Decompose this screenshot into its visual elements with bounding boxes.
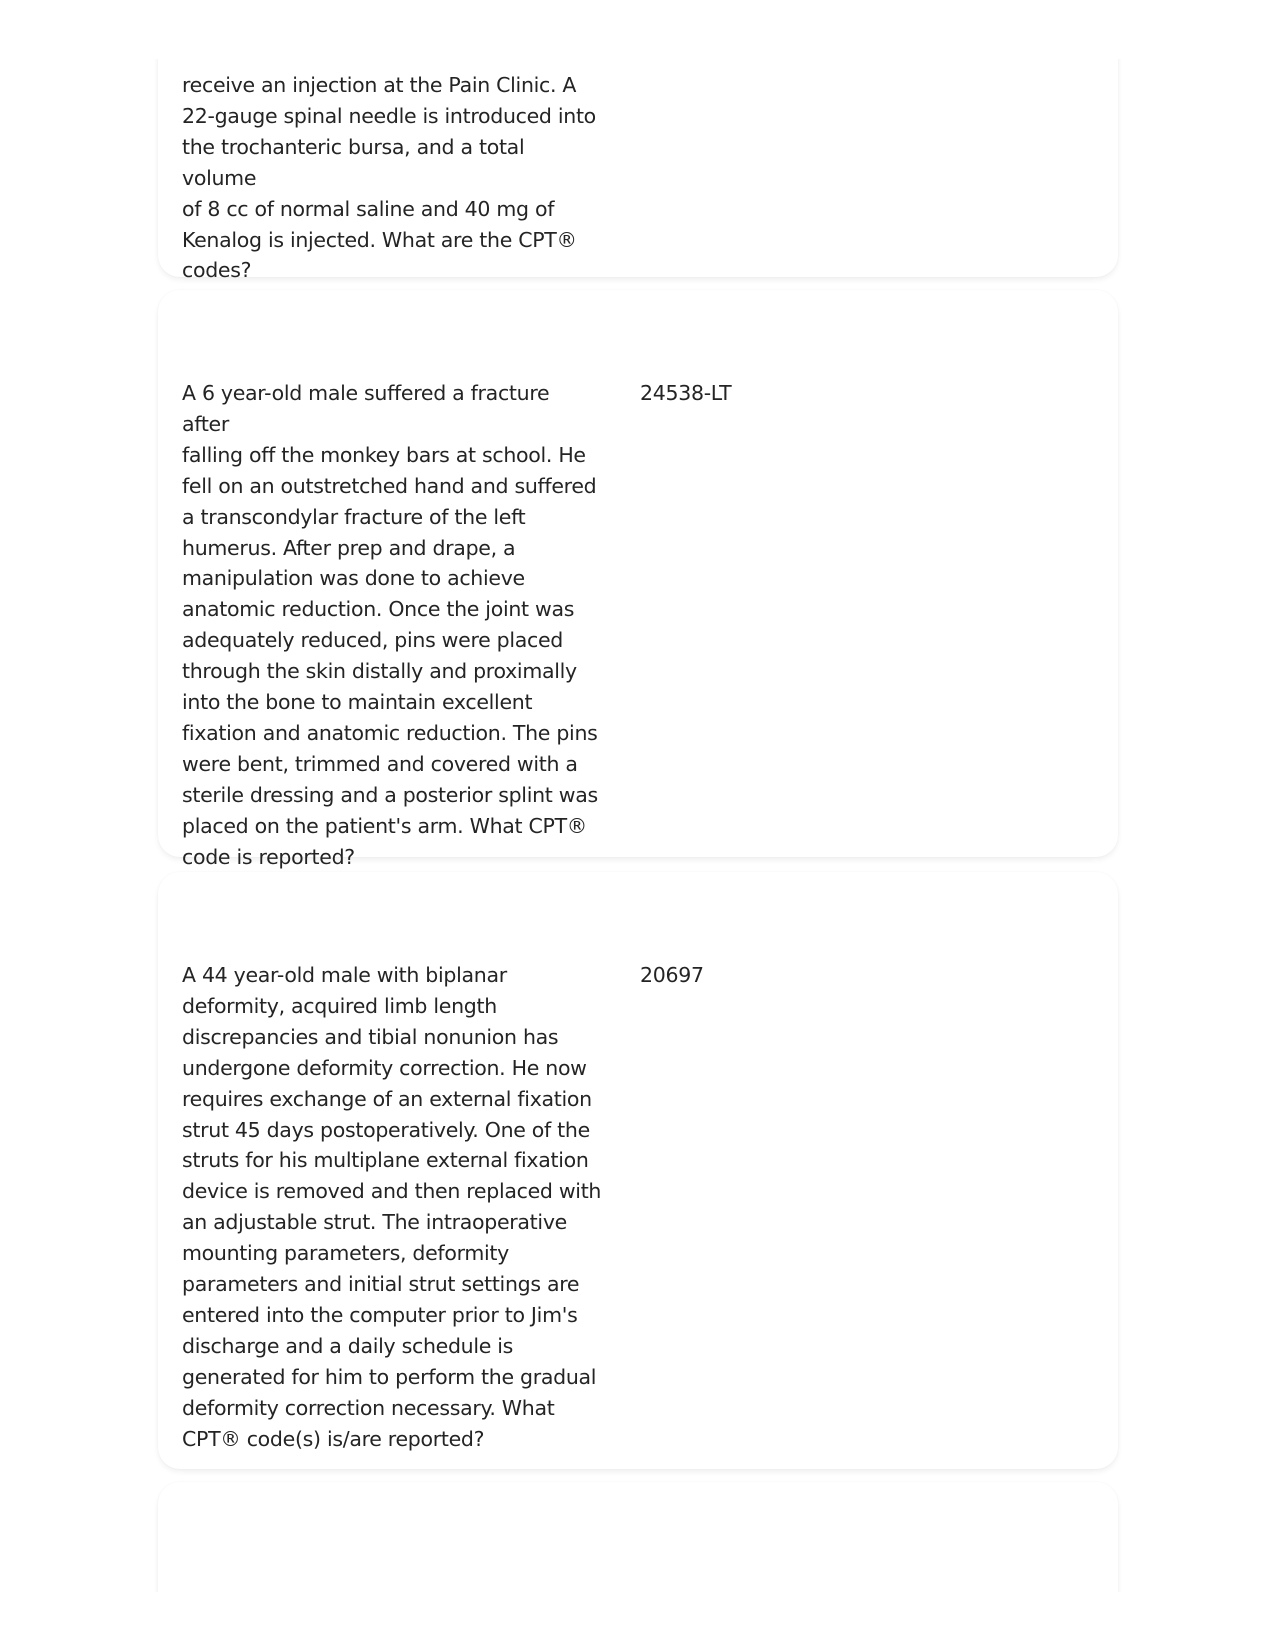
question-line: through the skin distally and proximally [182,659,577,684]
flashcard [158,290,1118,869]
question-line: 22-gauge spinal needle is introduced into [182,103,596,128]
question-line: deformity, acquired limb length [182,993,497,1018]
question-line: fell on an outstretched hand and suffered [182,473,597,498]
question-line: A 44 year-old male with biplanar [182,963,507,987]
question-line: generated for him to perform the gradual [182,1364,597,1389]
question-line: Kenalog is injected. What are the CPT® [182,227,577,252]
question-line: of 8 cc of normal saline and 40 mg of [182,196,555,221]
question-line: falling off the monkey bars at school. He [182,442,586,467]
flashcard [158,59,1118,283]
question-line: were bent, trimmed and covered with a [182,751,578,776]
question-line: requires exchange of an external fixation [182,1086,592,1111]
question-line: codes? [182,258,252,283]
question-line: receive an injection at the Pain Clinic. A [182,73,577,97]
flashcard [158,872,1118,1469]
question-line: A 6 year-old male suffered a fracture after [182,381,550,436]
question-text [182,70,602,286]
question-line: into the bone to maintain excellent [182,690,533,715]
question-line: humerus. After prep and drape, a [182,535,516,560]
question-line: code is reported? [182,844,355,869]
question-line: sterile dressing and a posterior splint was [182,782,598,807]
question-line: CPT® code(s) is/are reported? [182,1426,485,1451]
question-line: device is removed and then replaced with [182,1179,602,1204]
question-line: deformity correction necessary. What [182,1395,555,1420]
question-text [182,378,602,873]
answer-text: 20697 [640,963,704,987]
answer-text: 24538-LT [640,381,732,405]
question-line: adequately reduced, pins were placed [182,628,564,653]
question-line: undergone deformity correction. He now [182,1055,587,1080]
question-text [182,960,602,1455]
question-line: manipulation was done to achieve [182,566,525,591]
question-line: entered into the computer prior to Jim's [182,1302,578,1327]
question-line: fixation and anatomic reduction. The pins [182,720,598,745]
flashcard-list [0,59,1275,1592]
question-line: mounting parameters, deformity [182,1241,509,1266]
question-line: discharge and a daily schedule is [182,1333,514,1358]
question-line: the trochanteric bursa, and a total volume [182,134,525,190]
question-line: placed on the patient's arm. What CPT® [182,813,587,838]
question-line: anatomic reduction. Once the joint was [182,597,575,622]
flashcard [158,1482,1118,1592]
question-line: discrepancies and tibial nonunion has [182,1024,559,1049]
question-line: struts for his multiplane external fixation [182,1148,589,1173]
question-line: parameters and initial strut settings are [182,1272,580,1297]
question-line: strut 45 days postoperatively. One of the [182,1117,590,1142]
question-line: a transcondylar fracture of the left [182,504,526,529]
question-line: an adjustable strut. The intraoperative [182,1210,567,1235]
